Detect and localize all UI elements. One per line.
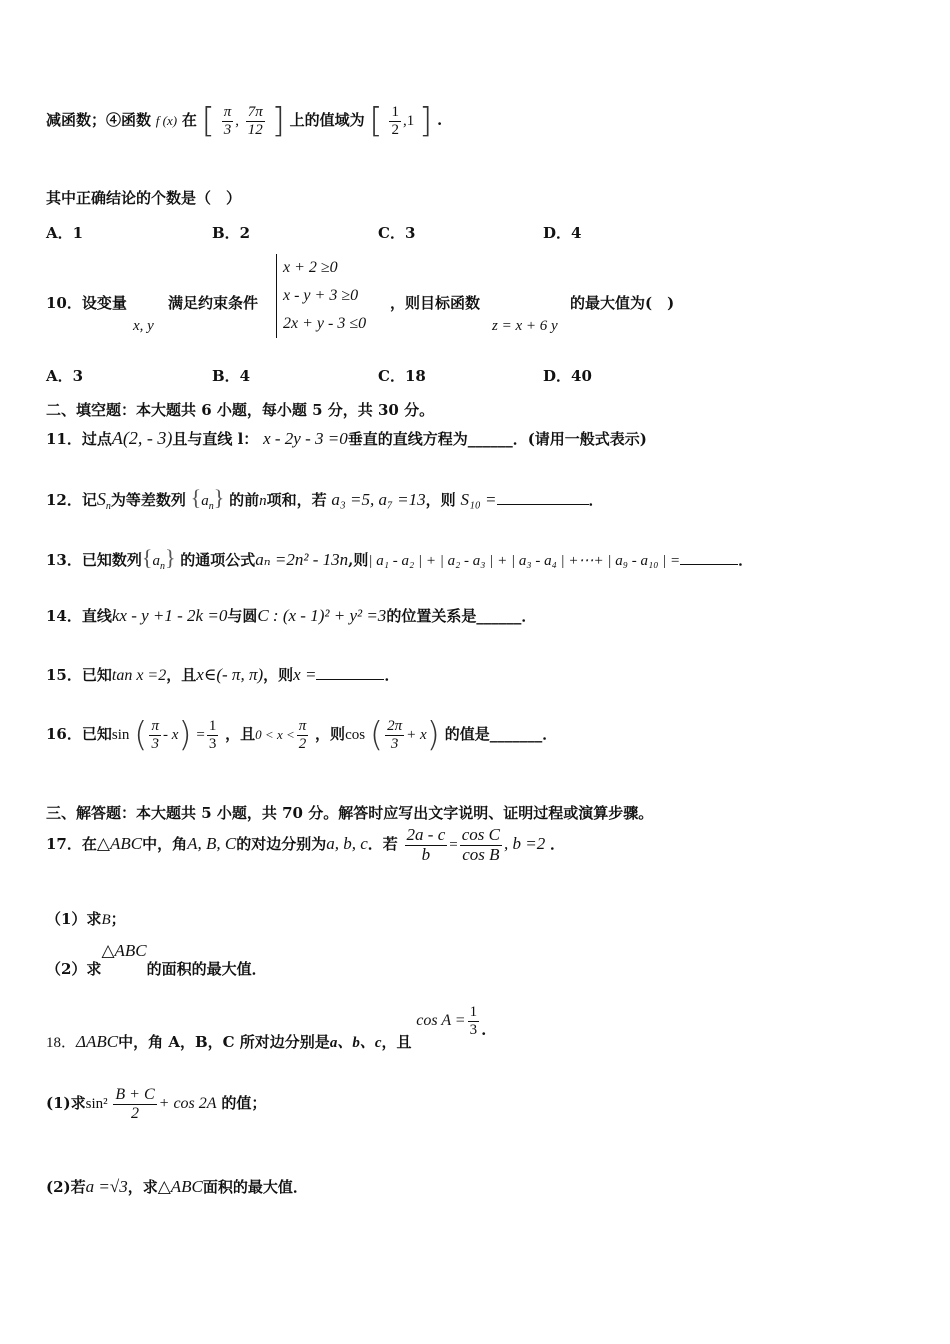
q10-mid: ，则目标函数	[390, 294, 481, 312]
q18-p1-frac: $\frac{B + C}{2}$	[115, 1086, 155, 1122]
q10-option-c: C．18	[378, 367, 426, 385]
q13-seq-sub: n	[159, 561, 165, 572]
q9-on-range: 上的值域为	[289, 111, 365, 129]
q12: 12．记$S_n$为等差数列 $\{a_n\}$ 的前n项和，若 a₃ =5, a₇ =13，则 S₁₀ = ．	[46, 485, 604, 512]
q12-target: S₁₀ =	[460, 490, 497, 509]
q15-range: x∈(- π, π)	[196, 665, 264, 684]
q9-tail: 减函数；④函数 f (x) 在 [ $\frac{\pi}{3}$ , $\frac{7\pi}{12}$ ] 上的值域为 [ $\frac{1}{2}$ ,1 ] .	[46, 101, 443, 141]
q12-seq: a	[201, 493, 209, 509]
q18-p1-label: (1)求	[46, 1094, 86, 1113]
section-2-heading: 二、填空题：本大题共 6 小题，每小题 5 分，共 30 分。	[46, 401, 435, 419]
q10-num: 10．设变量	[46, 294, 127, 312]
q15-end: ．	[384, 666, 400, 684]
q18-part-2	[46, 1176, 308, 1197]
q16-t1: ，且	[225, 725, 256, 743]
q18-part-1	[46, 1086, 266, 1122]
q9-option-d: D．4	[543, 224, 582, 242]
q13-t2: ,则	[348, 551, 369, 569]
q15-target: x =	[293, 665, 317, 684]
bracket-left-icon: [	[201, 101, 215, 141]
q16-end: 的值是_______．	[444, 725, 558, 743]
q10-constraints	[272, 254, 366, 338]
q17-eq: =	[449, 837, 458, 854]
q9-interval-a: $\frac{\pi}{3}$	[223, 104, 232, 138]
q15	[46, 664, 399, 685]
q9-range-frac: $\frac{1}{2}$	[391, 104, 399, 138]
q11-end: 垂直的直线方程为______．(请用一般式表示)	[347, 430, 647, 448]
paren-right-icon: )	[178, 715, 192, 755]
q9-range-end: ,1	[402, 113, 415, 129]
q17-sides: a, b, c	[326, 834, 368, 854]
q17-num: 17．在	[46, 835, 97, 854]
q14-line: kx - y +1 - 2k =0	[111, 606, 228, 625]
q12-S-sub: n	[105, 501, 111, 512]
q17-t2: 的对边分别为	[236, 835, 327, 854]
q18-p2-mid: ，求	[127, 1178, 158, 1196]
q18-triangle: ΔABC	[76, 1032, 119, 1051]
q13-end: ．	[738, 551, 754, 569]
q18-p2-triangle: △ABC	[157, 1177, 203, 1196]
q11	[46, 428, 647, 449]
bracket-right-icon: ]	[418, 101, 433, 141]
q17-frac-2: $\frac{\text{cos C}}{\text{cos B}}$	[461, 825, 500, 864]
q13-t1: 的通项公式	[180, 551, 256, 569]
q16-ineq: 0 < x <	[255, 727, 295, 742]
q16-value-frac: $\frac{1}{3}$	[208, 718, 217, 752]
q12-num: 12．记	[46, 491, 97, 509]
q10-option-d: D．40	[543, 367, 592, 385]
q16-t2: ，则	[315, 725, 346, 743]
q15-num: 15．已知	[46, 666, 112, 684]
q17-p2-triangle: △ABC	[101, 941, 147, 960]
q17	[46, 826, 565, 864]
q10-option-a: A．3	[46, 367, 84, 385]
q18-p2-end: 面积的最大值．	[202, 1178, 308, 1196]
section-3-heading: 三、解答题：本大题共 5 小题，共 70 分。解答时应写出文字说明、证明过程或演算步骤。	[46, 804, 654, 822]
q17-t1: 中，角	[142, 835, 188, 854]
q15-condition: tan x =2	[111, 667, 167, 684]
q16-sin: sin	[111, 727, 130, 743]
q10-objective: z = x + 6 y	[492, 318, 558, 334]
q17-end: ．	[550, 835, 566, 854]
q18-end: .	[481, 1021, 487, 1039]
q14-num: 14．直线	[46, 607, 112, 625]
q9-option-c: C．3	[378, 224, 416, 242]
q10-satisfy: 满足约束条件	[168, 294, 259, 312]
q17-part-1	[46, 908, 126, 929]
q13-seq: a	[152, 553, 160, 569]
q9-end: .	[437, 111, 443, 129]
q17-p1-label: （1）求	[46, 910, 102, 928]
q13-blank	[680, 550, 738, 565]
q15-blank	[316, 665, 384, 680]
q18-p2-label: (2)若	[46, 1178, 86, 1196]
q13-formula: aₙ =2n² - 13n	[255, 550, 349, 569]
q10-end: 的最大值为( )	[570, 294, 675, 312]
q14-circle: C : (x - 1)² + y² =3	[257, 606, 387, 625]
q12-n: n	[259, 493, 267, 509]
paren-left-icon: (	[369, 715, 384, 755]
q10-option-b: B．4	[212, 367, 251, 385]
q10-constraint-2: x - y + 3 ≥0	[283, 287, 359, 304]
q18-t2: ，且	[381, 1033, 412, 1051]
q10-constraint-3: 2x + y - 3 ≤0	[283, 315, 367, 332]
q18-num: 18．	[46, 1035, 77, 1051]
q12-condition: a₃ =5, a₇ =13	[331, 490, 426, 509]
q13-num: 13．已知数列	[46, 551, 142, 569]
q15-t1: ，且	[166, 666, 197, 684]
q16-cos: cos	[345, 727, 366, 743]
q17-tail: , b =2	[503, 834, 546, 854]
q9-in: 在	[181, 111, 197, 129]
q17-triangle: △ABC	[96, 834, 143, 854]
q12-blank	[497, 490, 589, 505]
q12-t4: ，则	[425, 491, 456, 509]
q17-frac-1: $\frac{2a - c}{b}$	[406, 825, 446, 864]
q16-cos-tail: + x	[406, 727, 427, 743]
q18-t1: 中，角 A，B，C 所对边分别是	[118, 1033, 330, 1051]
q17-p2-label: （2）求	[46, 960, 102, 978]
bracket-left-icon: [	[369, 101, 383, 141]
q16-ineq-frac: $\frac{\pi}{2}$	[298, 718, 307, 752]
q9-option-a: A．1	[46, 224, 84, 242]
q12-t2: 的前	[229, 491, 260, 509]
q9-lead: 减函数；④函数	[46, 111, 152, 129]
q12-end: ．	[588, 491, 604, 509]
bracket-right-icon: ]	[271, 101, 285, 141]
paren-left-icon: (	[134, 715, 148, 755]
q16-arg-tail: - x	[162, 727, 179, 743]
q18	[46, 1004, 487, 1051]
q9-option-b: B．2	[212, 224, 251, 242]
q14-t1: 与圆	[227, 607, 258, 625]
q14-end: 的位置关系是______．	[386, 607, 537, 625]
q16-eq: =	[196, 727, 205, 743]
q12-seq-sub: n	[208, 501, 214, 512]
q18-p1-sin: sin²	[85, 1096, 112, 1113]
q11-mid: 且与直线 l：	[172, 430, 259, 448]
q17-p2-end: 的面积的最大值．	[146, 960, 267, 978]
paren-right-icon: )	[426, 715, 440, 755]
q11-line: x - 2y - 3 =0	[263, 429, 348, 448]
q13: 13．已知数列$\{a_n\}$ 的通项公式aₙ =2n² - 13n,则| a₁ - a₂ | + | a₂ - a₃ | + | a₃ - a₄ | +⋯+ | a₉ - a₁₀ | = ．	[46, 545, 754, 572]
q16-cos-frac: $\frac{2\pi}{3}$	[387, 718, 403, 752]
q9-func: f (x)	[155, 113, 178, 128]
q17-angles: A, B, C	[187, 834, 237, 854]
q9-question: 其中正确结论的个数是（ ）	[46, 189, 242, 207]
q14	[46, 605, 536, 626]
q17-part-2	[46, 940, 267, 978]
q16-arg-frac: $\frac{\pi}{3}$	[151, 718, 159, 752]
q18-condition: cos A =	[416, 1012, 466, 1029]
q10-constraint-1: x + 2 ≥0	[283, 259, 338, 276]
q18-sides: a、b、c	[329, 1035, 382, 1051]
q17-t3: ．若	[367, 835, 398, 854]
q17-p1-end: ；	[110, 910, 126, 928]
q15-t2: ，则	[263, 666, 294, 684]
q10-vars: x, y	[133, 318, 154, 334]
q12-t3: 项和，若	[266, 491, 327, 509]
q16	[46, 715, 558, 755]
q12-t1: 为等差数列	[110, 491, 186, 509]
q13-sum: | a₁ - a₂ | + | a₂ - a₃ | + | a₃ - a₄ | +⋯+ | a₉ - a₁₀ | =	[368, 553, 681, 569]
q12-S: S	[96, 489, 106, 509]
q17-p1-var: B	[101, 912, 111, 928]
q18-p1-end: 的值；	[221, 1094, 267, 1113]
q11-point: A(2, - 3)	[111, 428, 173, 448]
q11-num: 11．过点	[46, 430, 112, 448]
q18-p1-tail: + cos 2A	[158, 1095, 217, 1113]
q18-p2-condition: a =√3	[85, 1177, 128, 1196]
q9-interval-b: $\frac{7\pi}{12}$	[247, 104, 263, 138]
q16-num: 16．已知	[46, 725, 112, 743]
q18-cond-frac: $\frac{1}{3}$	[469, 1004, 478, 1038]
